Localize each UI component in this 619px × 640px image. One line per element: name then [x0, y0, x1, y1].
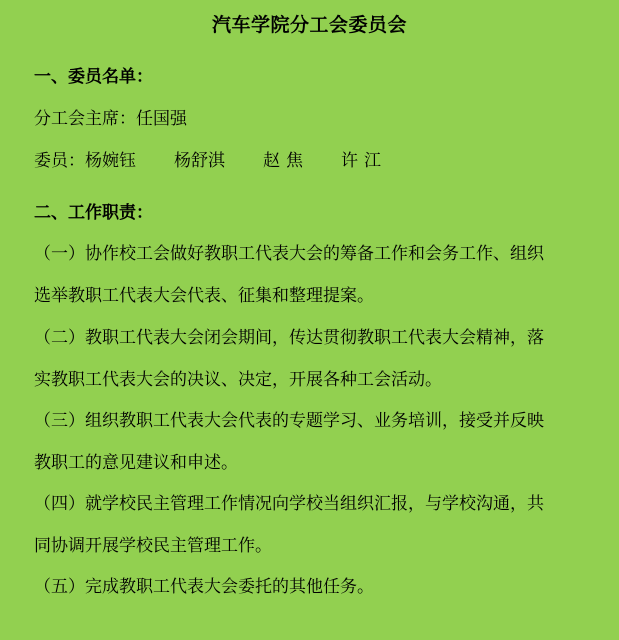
members-label: 委员：	[34, 151, 85, 171]
section-heading-members: 一、委员名单：	[34, 67, 153, 87]
member-name: 赵	[263, 151, 280, 171]
duty-line: 同协调开展学校民主管理工作。	[34, 536, 272, 556]
member-name: 许	[341, 151, 358, 171]
member-name: 杨舒淇	[174, 151, 225, 171]
duty-line: 教职工的意见建议和申述。	[34, 453, 238, 473]
member-name: 江	[364, 151, 381, 171]
members-line	[34, 149, 585, 173]
chair-name: 任国强	[136, 109, 187, 129]
section-heading-duties: 二、工作职责：	[34, 203, 153, 223]
duty-line: （三）组织教职工代表大会代表的专题学习、业务培训，接受并反映	[34, 411, 544, 431]
chair-line	[34, 107, 585, 131]
member-name: 焦	[286, 151, 303, 171]
duty-line: （五）完成教职工代表大会委托的其他任务。	[34, 577, 374, 597]
duty-line: （四）就学校民主管理工作情况向学校当组织汇报，与学校沟通，共	[34, 494, 544, 514]
document-title: 汽车学院分工会委员会	[211, 14, 407, 36]
duty-line: （一）协作校工会做好教职工代表大会的筹备工作和会务工作、组织	[34, 244, 544, 264]
duty-line: （二）教职工代表大会闭会期间，传达贯彻教职工代表大会精神，落	[34, 328, 544, 348]
duty-line: 实教职工代表大会的决议、决定，开展各种工会活动。	[34, 370, 442, 390]
duty-line: 选举教职工代表大会代表、征集和整理提案。	[34, 286, 374, 306]
chair-label: 分工会主席：	[34, 109, 136, 129]
member-name: 杨婉钰	[85, 151, 136, 171]
